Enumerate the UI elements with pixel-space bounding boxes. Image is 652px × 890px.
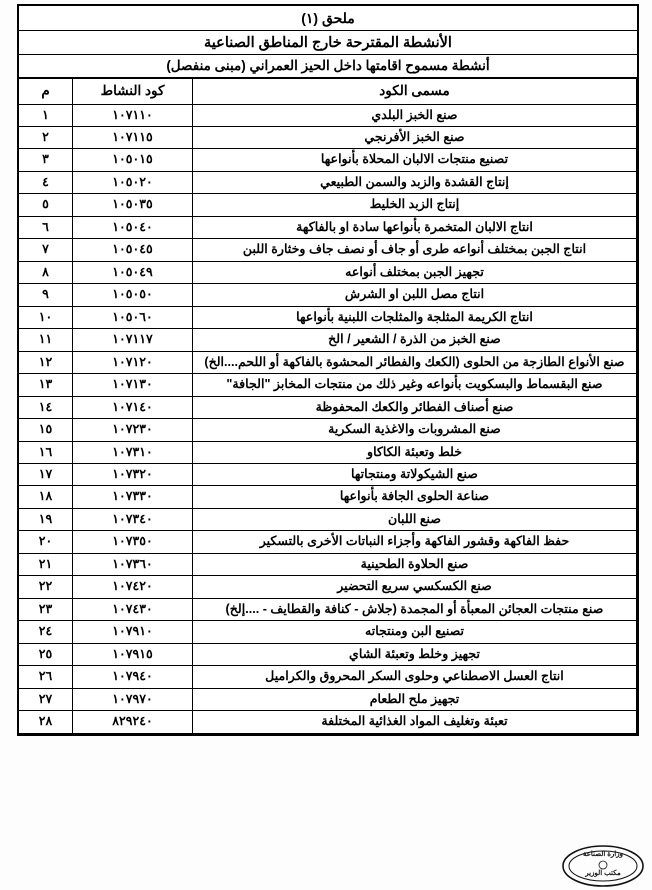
cell-row-number: ٢٣ [19,598,73,620]
cell-activity-name: تصنيع منتجات الالبان المحلاة بأنواعها [193,149,637,171]
table-row [19,464,637,486]
table-row [19,441,637,463]
cell-activity-name: انتاج الجبن بمختلف أنواعه طرى أو جاف أو نصف جاف وخثارة اللبن [193,239,637,261]
cell-activity-name: تجهيز ملح الطعام [193,688,637,710]
cell-activity-name: صنع الحلاوة الطحينية [193,553,637,575]
cell-activity-code: ١٠٧٣١٠ [73,441,193,463]
cell-activity-name: إنتاج الزبد الخليط [193,194,637,216]
cell-activity-name: صنع منتجات العجائن المعبأة أو المجمدة (جلاش - كنافة والقطايف - ....إلخ) [193,598,637,620]
cell-row-number: ١١ [19,329,73,351]
table-row [19,284,637,306]
cell-activity-name: تجهيز الجبن بمختلف أنواعه [193,261,637,283]
table-body [19,104,637,733]
cell-activity-name: انتاج العسل الاصطناعي وحلوى السكر المحروق والكراميل [193,666,637,688]
table-row [19,261,637,283]
table-row [19,419,637,441]
cell-row-number: ٢٤ [19,621,73,643]
column-header-code: كود النشاط [73,79,193,105]
table-row [19,711,637,733]
cell-row-number: ١٤ [19,396,73,418]
table-row [19,396,637,418]
cell-activity-code: ١٠٥٠٣٥ [73,194,193,216]
table-row [19,126,637,148]
cell-activity-name: صنع اللبان [193,508,637,530]
cell-activity-code: ١٠٧٩١٠ [73,621,193,643]
cell-activity-code: ١٠٧٩٤٠ [73,666,193,688]
cell-row-number: ٣ [19,149,73,171]
table-row [19,688,637,710]
cell-activity-code: ١٠٧١١٧ [73,329,193,351]
cell-row-number: ٢١ [19,553,73,575]
cell-activity-code: ١٠٥٠٤٠ [73,216,193,238]
table-row [19,351,637,373]
cell-row-number: ٢٦ [19,666,73,688]
cell-row-number: ٢٠ [19,531,73,553]
table-row [19,374,637,396]
cell-activity-name: صنع أصناف الفطائر والكعك المحفوظة [193,396,637,418]
cell-row-number: ١٠ [19,306,73,328]
annex-table-container [17,4,639,736]
cell-row-number: ١٧ [19,464,73,486]
cell-activity-code: ١٠٥٠٤٥ [73,239,193,261]
cell-row-number: ٦ [19,216,73,238]
table-row [19,508,637,530]
cell-activity-code: ١٠٧١٤٠ [73,396,193,418]
column-header-number: م [19,79,73,105]
cell-activity-code: ١٠٧١٣٠ [73,374,193,396]
cell-activity-code: ١٠٧٢٣٠ [73,419,193,441]
table-row [19,306,637,328]
cell-activity-name: صنع المشروبات والاغذية السكرية [193,419,637,441]
stamp-line-1: وزارة الصناعة [582,851,624,858]
table-row [19,216,637,238]
cell-activity-code: ١٠٧٤٢٠ [73,576,193,598]
cell-activity-name: انتاج مصل اللبن او الشرش [193,284,637,306]
cell-row-number: ٢٨ [19,711,73,733]
cell-row-number: ٢٥ [19,643,73,665]
cell-activity-name: صناعة الحلوى الجافة بأنواعها [193,486,637,508]
cell-activity-name: تجهيز وخلط وتعبئة الشاي [193,643,637,665]
cell-activity-name: صنع البقسماط والبسكويت بأنواعه وغير ذلك من منتجات المخابز "الجافة" [193,374,637,396]
cell-activity-name: تعبئة وتغليف المواد الغذائية المختلفة [193,711,637,733]
cell-activity-code: ١٠٧٤٣٠ [73,598,193,620]
table-row [19,171,637,193]
cell-row-number: ٩ [19,284,73,306]
cell-activity-code: ١٠٧٩١٥ [73,643,193,665]
table-row [19,486,637,508]
activities-table [18,78,637,734]
cell-row-number: ٥ [19,194,73,216]
cell-activity-code: ١٠٥٠٦٠ [73,306,193,328]
table-row [19,329,637,351]
page-title: الأنشطة المقترحة خارج المناطق الصناعية [204,35,452,51]
cell-activity-code: ١٠٥٠٥٠ [73,284,193,306]
cell-activity-name: تصنيع البن ومنتجاته [193,621,637,643]
cell-activity-name: خلط وتعبئة الكاكاو [193,441,637,463]
cell-row-number: ١٦ [19,441,73,463]
table-row [19,553,637,575]
table-row [19,149,637,171]
table-row [19,666,637,688]
cell-activity-code: ١٠٧١١٥ [73,126,193,148]
table-row [19,621,637,643]
table-header-row [19,79,637,105]
cell-activity-code: ١٠٧١٢٠ [73,351,193,373]
cell-activity-code: ١٠٧٣٤٠ [73,508,193,530]
cell-activity-code: ١٠٧٣٢٠ [73,464,193,486]
cell-activity-code: ١٠٥٠٤٩ [73,261,193,283]
cell-activity-name: إنتاج القشدة والزبد والسمن الطبيعي [193,171,637,193]
cell-row-number: ١٩ [19,508,73,530]
cell-row-number: ٢ [19,126,73,148]
sub-title-row [19,55,637,78]
cell-row-number: ١٢ [19,351,73,373]
cell-row-number: ١ [19,104,73,126]
main-title-row [19,31,637,55]
cell-activity-code: ١٠٧٣٦٠ [73,553,193,575]
cell-activity-code: ١٠٧١١٠ [73,104,193,126]
cell-row-number: ٤ [19,171,73,193]
cell-activity-code: ١٠٧٩٧٠ [73,688,193,710]
column-header-name: مسمى الكود [193,79,637,105]
cell-activity-name: صنع الخبز من الذرة / الشعير / الخ [193,329,637,351]
cell-activity-name: حفظ الفاكهة وقشور الفاكهة وأجزاء النباتات الأخرى بالتسكير [193,531,637,553]
cell-row-number: ٧ [19,239,73,261]
cell-row-number: ٨ [19,261,73,283]
cell-activity-code: ١٠٥٠٢٠ [73,171,193,193]
annex-label-row [19,6,637,31]
page-subtitle: أنشطة مسموح اقامتها داخل الحيز العمراني (مبنى منفصل) [166,58,490,73]
stamp-line-2: مكتب الوزير [585,870,621,877]
table-row [19,531,637,553]
cell-activity-name: انتاج الالبان المتخمرة بأنواعها سادة او بالفاكهة [193,216,637,238]
cell-activity-name: صنع الأنواع الطازجة من الحلوى (الكعك والفطائر المحشوة بالفاكهة أو اللحم....الخ) [193,351,637,373]
annex-label: ملحق (١) [301,10,355,26]
cell-activity-name: صنع الخبز البلدي [193,104,637,126]
cell-activity-code: ١٠٧٣٣٠ [73,486,193,508]
ministry-stamp [560,842,646,888]
cell-activity-code: ٨٢٩٢٤٠ [73,711,193,733]
table-row [19,239,637,261]
cell-row-number: ٢٢ [19,576,73,598]
table-row [19,104,637,126]
cell-row-number: ٢٧ [19,688,73,710]
cell-activity-code: ١٠٥٠١٥ [73,149,193,171]
table-row [19,194,637,216]
cell-activity-name: صنع الخبز الأفرنجي [193,126,637,148]
cell-activity-code: ١٠٧٣٥٠ [73,531,193,553]
cell-activity-name: انتاج الكريمة المثلجة والمثلجات اللبنية بأنواعها [193,306,637,328]
table-row [19,643,637,665]
cell-activity-name: صنع الكسكسي سريع التحضير [193,576,637,598]
cell-activity-name: صنع الشيكولاتة ومنتجاتها [193,464,637,486]
table-row [19,598,637,620]
cell-row-number: ١٣ [19,374,73,396]
table-row [19,576,637,598]
cell-row-number: ١٨ [19,486,73,508]
cell-row-number: ١٥ [19,419,73,441]
